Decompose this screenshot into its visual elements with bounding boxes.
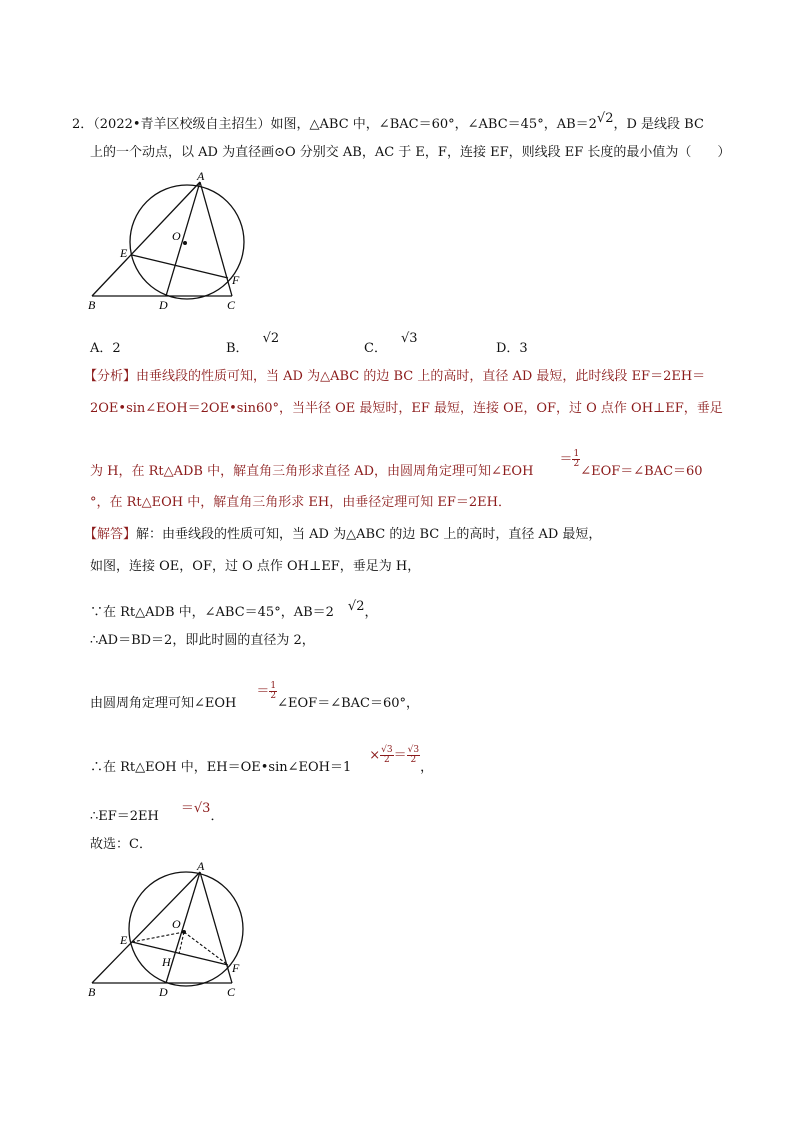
answer-line-7: ∴EF＝2EH＝√3． [90,801,224,824]
segment-oh-dashed [179,932,184,954]
question-line-2 [90,144,730,162]
segment-ef-2 [132,942,228,965]
label-b-2: B [88,985,96,999]
label-f: F [232,273,240,287]
question-source: （2022•青羊区校级自主招生） [93,117,271,132]
fraction-half: $\frac{1}{2}$ [573,449,580,469]
option-a: A．2 [90,341,121,356]
answer-tag: 【解答】 [84,527,137,542]
answer-line-4: ∴AD＝BD＝2，即此时圆的直径为 2， [90,633,315,648]
answer-line-3: ∵在 Rt△ADB 中，∠ABC＝45°，AB＝2 √2， [90,599,378,620]
label-b: B [88,298,96,312]
center-dot [183,241,187,245]
fraction-sqrt3-half-1: $\frac{√3}{2}$ [381,745,393,765]
answer-line-6: ∴在 Rt△EOH 中，EH＝OE•sin∠EOH＝1× $\frac{√3}{2}$ ＝ $\frac{√3}{2}$ ， [90,745,434,775]
answer-line-1: 【解答】解：由垂线段的性质可知，当 AD 为△ABC 的边 BC 上的高时，直径 AD 最短， [84,527,602,542]
label-e-2: E [120,933,128,947]
question-text-1: 如图，△ABC 中，∠BAC＝60°，∠ABC＝45°，AB＝2 [270,117,597,132]
analysis-tag: 【分析】 [84,369,137,384]
analysis-line-4: °，在 Rt△EOH 中，解直角三角形求 EH，由垂径定理可知 EF＝2EH． [90,495,511,510]
analysis-line-2: 2OE•sin∠EOH＝2OE•sin60°，当半径 OE 最短时，EF 最短，连接 OE，OF，过 O 点作 OH⊥EF，垂足 [90,401,723,416]
figure-2 [84,862,264,1002]
label-e: E [120,246,128,260]
fraction-sqrt3-half-2: $\frac{√3}{2}$ [407,745,420,765]
circle-o [130,185,244,299]
answer-line-2: 如图，连接 OE，OF，过 O 点作 OH⊥EF，垂足为 H， [90,559,421,574]
label-o-2: O [172,917,181,931]
center-dot-2 [182,930,186,934]
label-f-2: F [232,961,240,975]
label-o: O [172,229,181,243]
answer-line-8: 故选：C． [90,837,152,852]
label-c: C [227,298,236,312]
circle-o-2 [129,872,243,986]
label-a-2: A [197,862,205,873]
figure-1 [84,172,264,312]
label-d-2: D [159,985,168,999]
segment-ef [132,255,228,278]
question-text-1-tail: ，D 是线段 BC [613,117,704,132]
label-a: A [197,172,205,183]
answer-line-5: 由圆周角定理可知∠EOH＝ $\frac{1}{2}$ ∠EOF＝∠BAC＝60°， [90,681,420,711]
segment-ba [92,182,200,296]
option-b: B．√2 [226,331,280,356]
analysis-line-1: 【分析】由垂线段的性质可知，当 AD 为△ABC 的边 BC 上的高时，直径 AD 最短，此时线段 EF＝2EH＝ [84,369,706,384]
question-text-2: 上的一个动点，以 AD 为直径画⊙O 分别交 AB，AC 于 E，F，连接 EF，则线段 EF 长度的最小值为（ ） [90,145,731,160]
segment-ac [200,182,232,296]
sqrt-two: √2 [596,111,614,126]
option-c: C．√3 [364,331,418,356]
question-number: 2． [72,117,94,132]
analysis-line-3: 为 H，在 Rt△ADB 中，解直角三角形求直径 AD，由圆周角定理可知∠EOH＝ $\frac{1}{2}$ ∠EOF＝∠BAC＝60 [90,449,703,479]
question-line-1 [72,111,704,134]
label-d: D [159,298,168,312]
label-c-2: C [227,985,236,999]
fraction-half-answer: $\frac{1}{2}$ [270,681,277,701]
segment-ac-2 [200,872,232,983]
option-d: D．3 [496,341,528,356]
label-h-2: H [162,955,171,969]
